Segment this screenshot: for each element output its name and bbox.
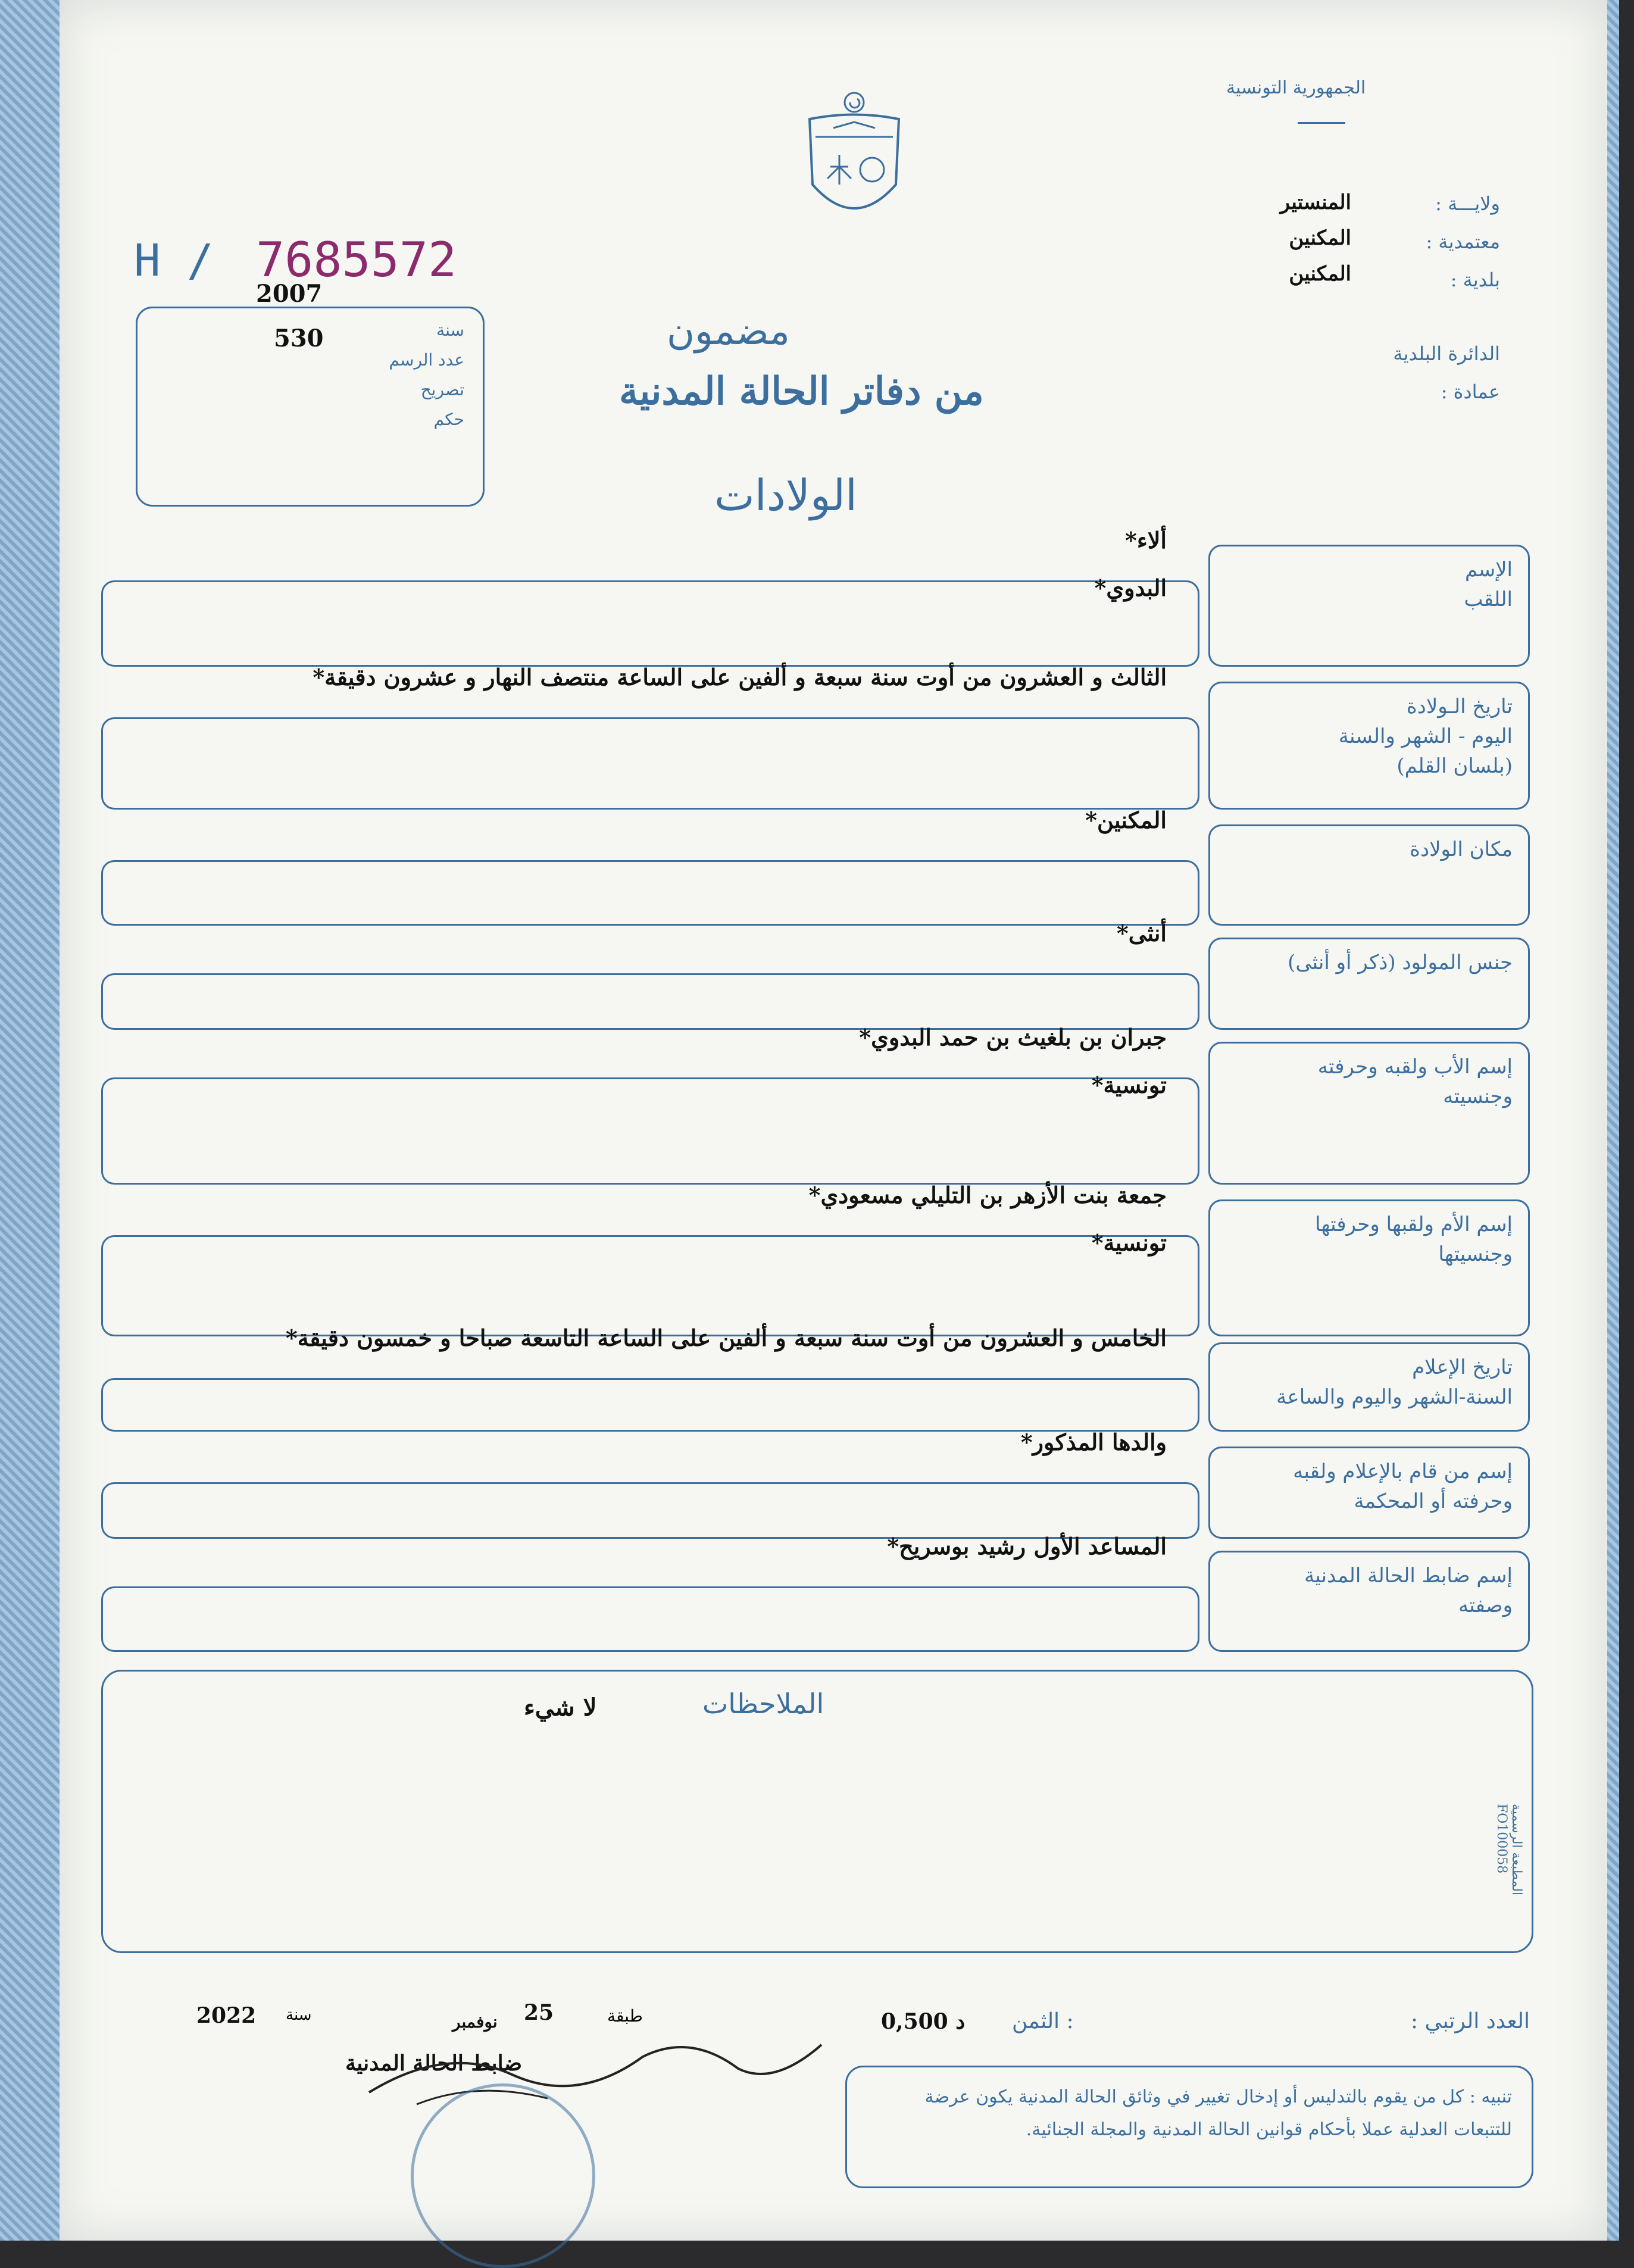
title-source: من دفاتر الحالة المدنية [619, 369, 984, 414]
title-births: الولادات [714, 470, 858, 520]
issued-year-label: سنة [286, 2006, 312, 2024]
field-label: مكان الولادة [1208, 824, 1530, 926]
registry-record-number: 530 [274, 324, 324, 352]
registry-label: عدد الرسم [389, 350, 464, 370]
circle-label: الدائرة البلدية [1393, 342, 1500, 365]
field-value: المساعد الأول رشيد بوسريح* [887, 1533, 1167, 1560]
remarks-value: لا شيء [524, 1694, 597, 1722]
delegation-label: معتمدية : [1426, 230, 1500, 253]
field-value-box [101, 973, 1199, 1030]
field-label: تاريخ الإعلام السنة-الشهر واليوم والساعة [1208, 1342, 1530, 1432]
field-label: جنس المولود (ذكر أو أنثى) [1208, 938, 1530, 1030]
field-value: والدها المذكور* [1020, 1429, 1167, 1455]
omada-label: عمادة : [1441, 380, 1500, 403]
field-value: ألاء* [1125, 527, 1167, 554]
field-value-box [101, 1586, 1199, 1652]
delegation-value: المكنين [1289, 226, 1351, 250]
field-value: جبران بن بلغيث بن حمد البدوي* [859, 1024, 1167, 1051]
field-value: الخامس و العشرون من أوت سنة سبعة و ألفين على الساعة التاسعة صباحا و خمسون دقيقة* [285, 1324, 1167, 1351]
location-labels [1345, 185, 1500, 411]
title-extract: مضمون [667, 310, 790, 354]
field-value: أنثى* [1116, 920, 1167, 946]
field-label: إسم من قام بالإعلام ولقبه وحرفته أو المحكمة [1208, 1447, 1530, 1539]
serial-number: 7685572 [256, 232, 457, 288]
republic-heading: الجمهورية التونسية [1226, 77, 1366, 98]
officer-title: ضابط الحالة المدنية [345, 2051, 523, 2076]
issued-day: 25 [524, 2000, 554, 2025]
issued-month: نوفمبر [452, 2012, 498, 2032]
field-value: البدوي* [1094, 574, 1167, 601]
registry-label: تصريح [420, 380, 464, 399]
price-label: الثمن : [1012, 2009, 1074, 2033]
legal-notice: تنبيه : كل من يقوم بالتدليس أو إدخال تغيير في وثائق الحالة المدنية يكون عرضة للتتبعات العدلية عملا بأحكام قوانين الحالة المدنية والمجلة الجنائية. [924, 2086, 1512, 2140]
registry-label: حكم [433, 410, 464, 429]
registry-label: سنة [436, 320, 464, 340]
field-label: إسم الأب ولقبه وحرفته وجنسيته [1208, 1042, 1530, 1185]
wilaya-value: المنستير [1280, 190, 1351, 214]
municipality-label: بلدية : [1450, 268, 1500, 291]
field-value-box [101, 717, 1199, 810]
issued-prefix: طبقة [607, 2006, 643, 2026]
field-label: إسم ضابط الحالة المدنية وصفته [1208, 1551, 1530, 1652]
field-value: المكنين* [1085, 807, 1167, 833]
divider [1298, 122, 1345, 124]
printer-mark: المطبعة الرسمية FO100058 [1494, 1804, 1524, 1896]
price-value: 0,500 د [881, 2009, 966, 2034]
field-value-box [101, 1482, 1199, 1539]
signature-icon [357, 2021, 833, 2116]
field-value: جمعة بنت الأزهر بن التليلي مسعودي* [808, 1182, 1167, 1208]
field-value: تونسية* [1091, 1229, 1167, 1256]
wilaya-label: ولايـــة : [1435, 192, 1500, 215]
field-value: الثالث و العشرون من أوت سنة سبعة و ألفين على الساعة منتصف النهار و عشرون دقيقة* [313, 664, 1167, 691]
registry-labels [357, 315, 464, 435]
field-label: الإسم اللقب [1208, 545, 1530, 667]
serial-label: العدد الرتبي : [1410, 2009, 1530, 2033]
field-label: تاريخ الـولادة اليوم - الشهر والسنة (بلسان القلم) [1208, 682, 1530, 810]
field-label: إسم الأم ولقبها وحرفتها وجنسيتها [1208, 1199, 1530, 1336]
issued-year: 2022 [196, 2003, 257, 2028]
registry-year: 2007 [256, 280, 323, 308]
field-value-box [101, 860, 1199, 926]
municipality-value: المكنين [1289, 262, 1351, 286]
serial-series: H / [134, 235, 214, 286]
location-values [1250, 185, 1351, 292]
coat-of-arms-icon [798, 89, 911, 232]
remarks-title: الملاحظات [702, 1688, 824, 1720]
field-value-box [101, 1378, 1199, 1432]
field-value: تونسية* [1091, 1071, 1167, 1098]
